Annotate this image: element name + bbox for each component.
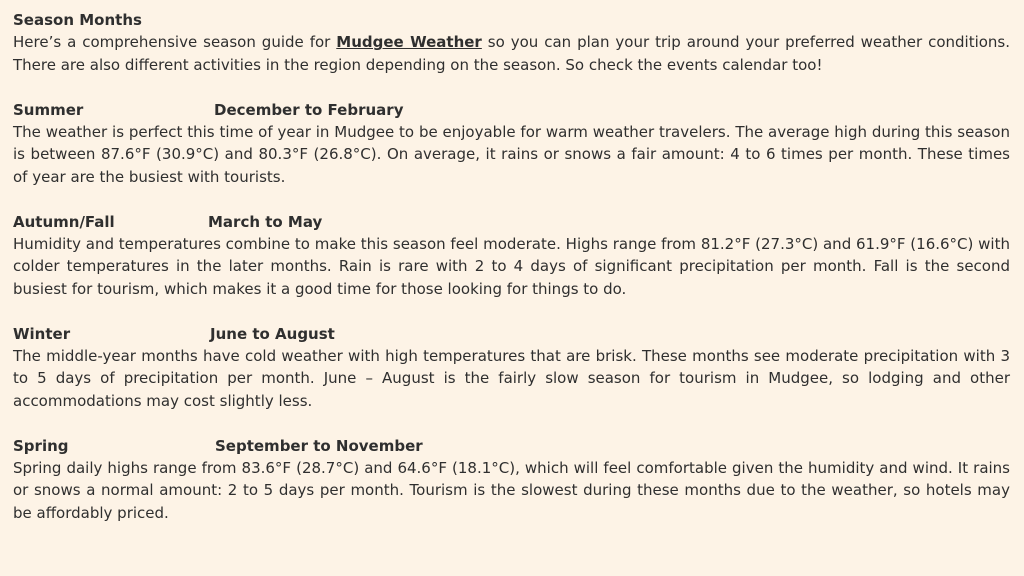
spacer	[13, 300, 1010, 322]
season-description-spring: Spring daily highs range from 83.6°F (28.7°C) and 64.6°F (18.1°C), which will feel comfortable given the humidity and wind. It rains or snows a normal amount: 2 to 5 days per month. Tourism is the slowest during these months due to the weather, so hotels may be affordably priced.	[13, 459, 1010, 522]
season-name: Autumn/Fall	[13, 212, 115, 231]
season-header-winter	[13, 323, 1010, 345]
season-months: December to February	[214, 100, 404, 119]
season-description-winter: The middle-year months have cold weather with high temperatures that are brisk. These months see moderate precipitation with 3 to 5 days of precipitation per month. June – August is the fairly slow season for tourism in Mudgee, so lodging and other accommodations may cost slightly less.	[13, 347, 1010, 410]
season-months: June to August	[210, 324, 335, 343]
spacer	[13, 76, 1010, 98]
season-header-autumn	[13, 211, 1010, 233]
spacer	[13, 412, 1010, 434]
season-months: March to May	[208, 212, 323, 231]
intro-text-after-link: so you can plan your trip around your preferred weather conditions. There are also different activities in the region depending on the season. So check the events calendar too!	[13, 33, 1011, 74]
intro-paragraph	[13, 31, 1010, 76]
season-name: Spring	[13, 436, 69, 455]
season-description-summer: The weather is perfect this time of year in Mudgee to be enjoyable for warm weather travelers. The average high during this season is between 87.6°F (30.9°C) and 80.3°F (26.8°C). On average, it rains or snows a fair amount: 4 to 6 times per month. These times of year are the busiest with tourists.	[13, 123, 1010, 186]
season-name: Summer	[13, 100, 84, 119]
season-months: September to November	[215, 436, 423, 455]
intro-text-before-link: Here’s a comprehensive season guide for	[13, 33, 337, 52]
page-title: Season Months	[13, 11, 142, 29]
season-header-spring	[13, 435, 1010, 457]
season-header-summer	[13, 99, 1010, 121]
season-name: Winter	[13, 324, 71, 343]
season-description-autumn: Humidity and temperatures combine to make this season feel moderate. Highs range from 81.2°F (27.3°C) and 61.9°F (16.6°C) with colder temperatures in the later months. Rain is rare with 2 to 4 days of significant precipitation per month. Fall is the second busiest for tourism, which makes it a good time for those looking for things to do.	[13, 235, 1010, 298]
mudgee-weather-link[interactable]: Mudgee Weather	[336, 33, 482, 52]
spacer	[13, 188, 1010, 210]
